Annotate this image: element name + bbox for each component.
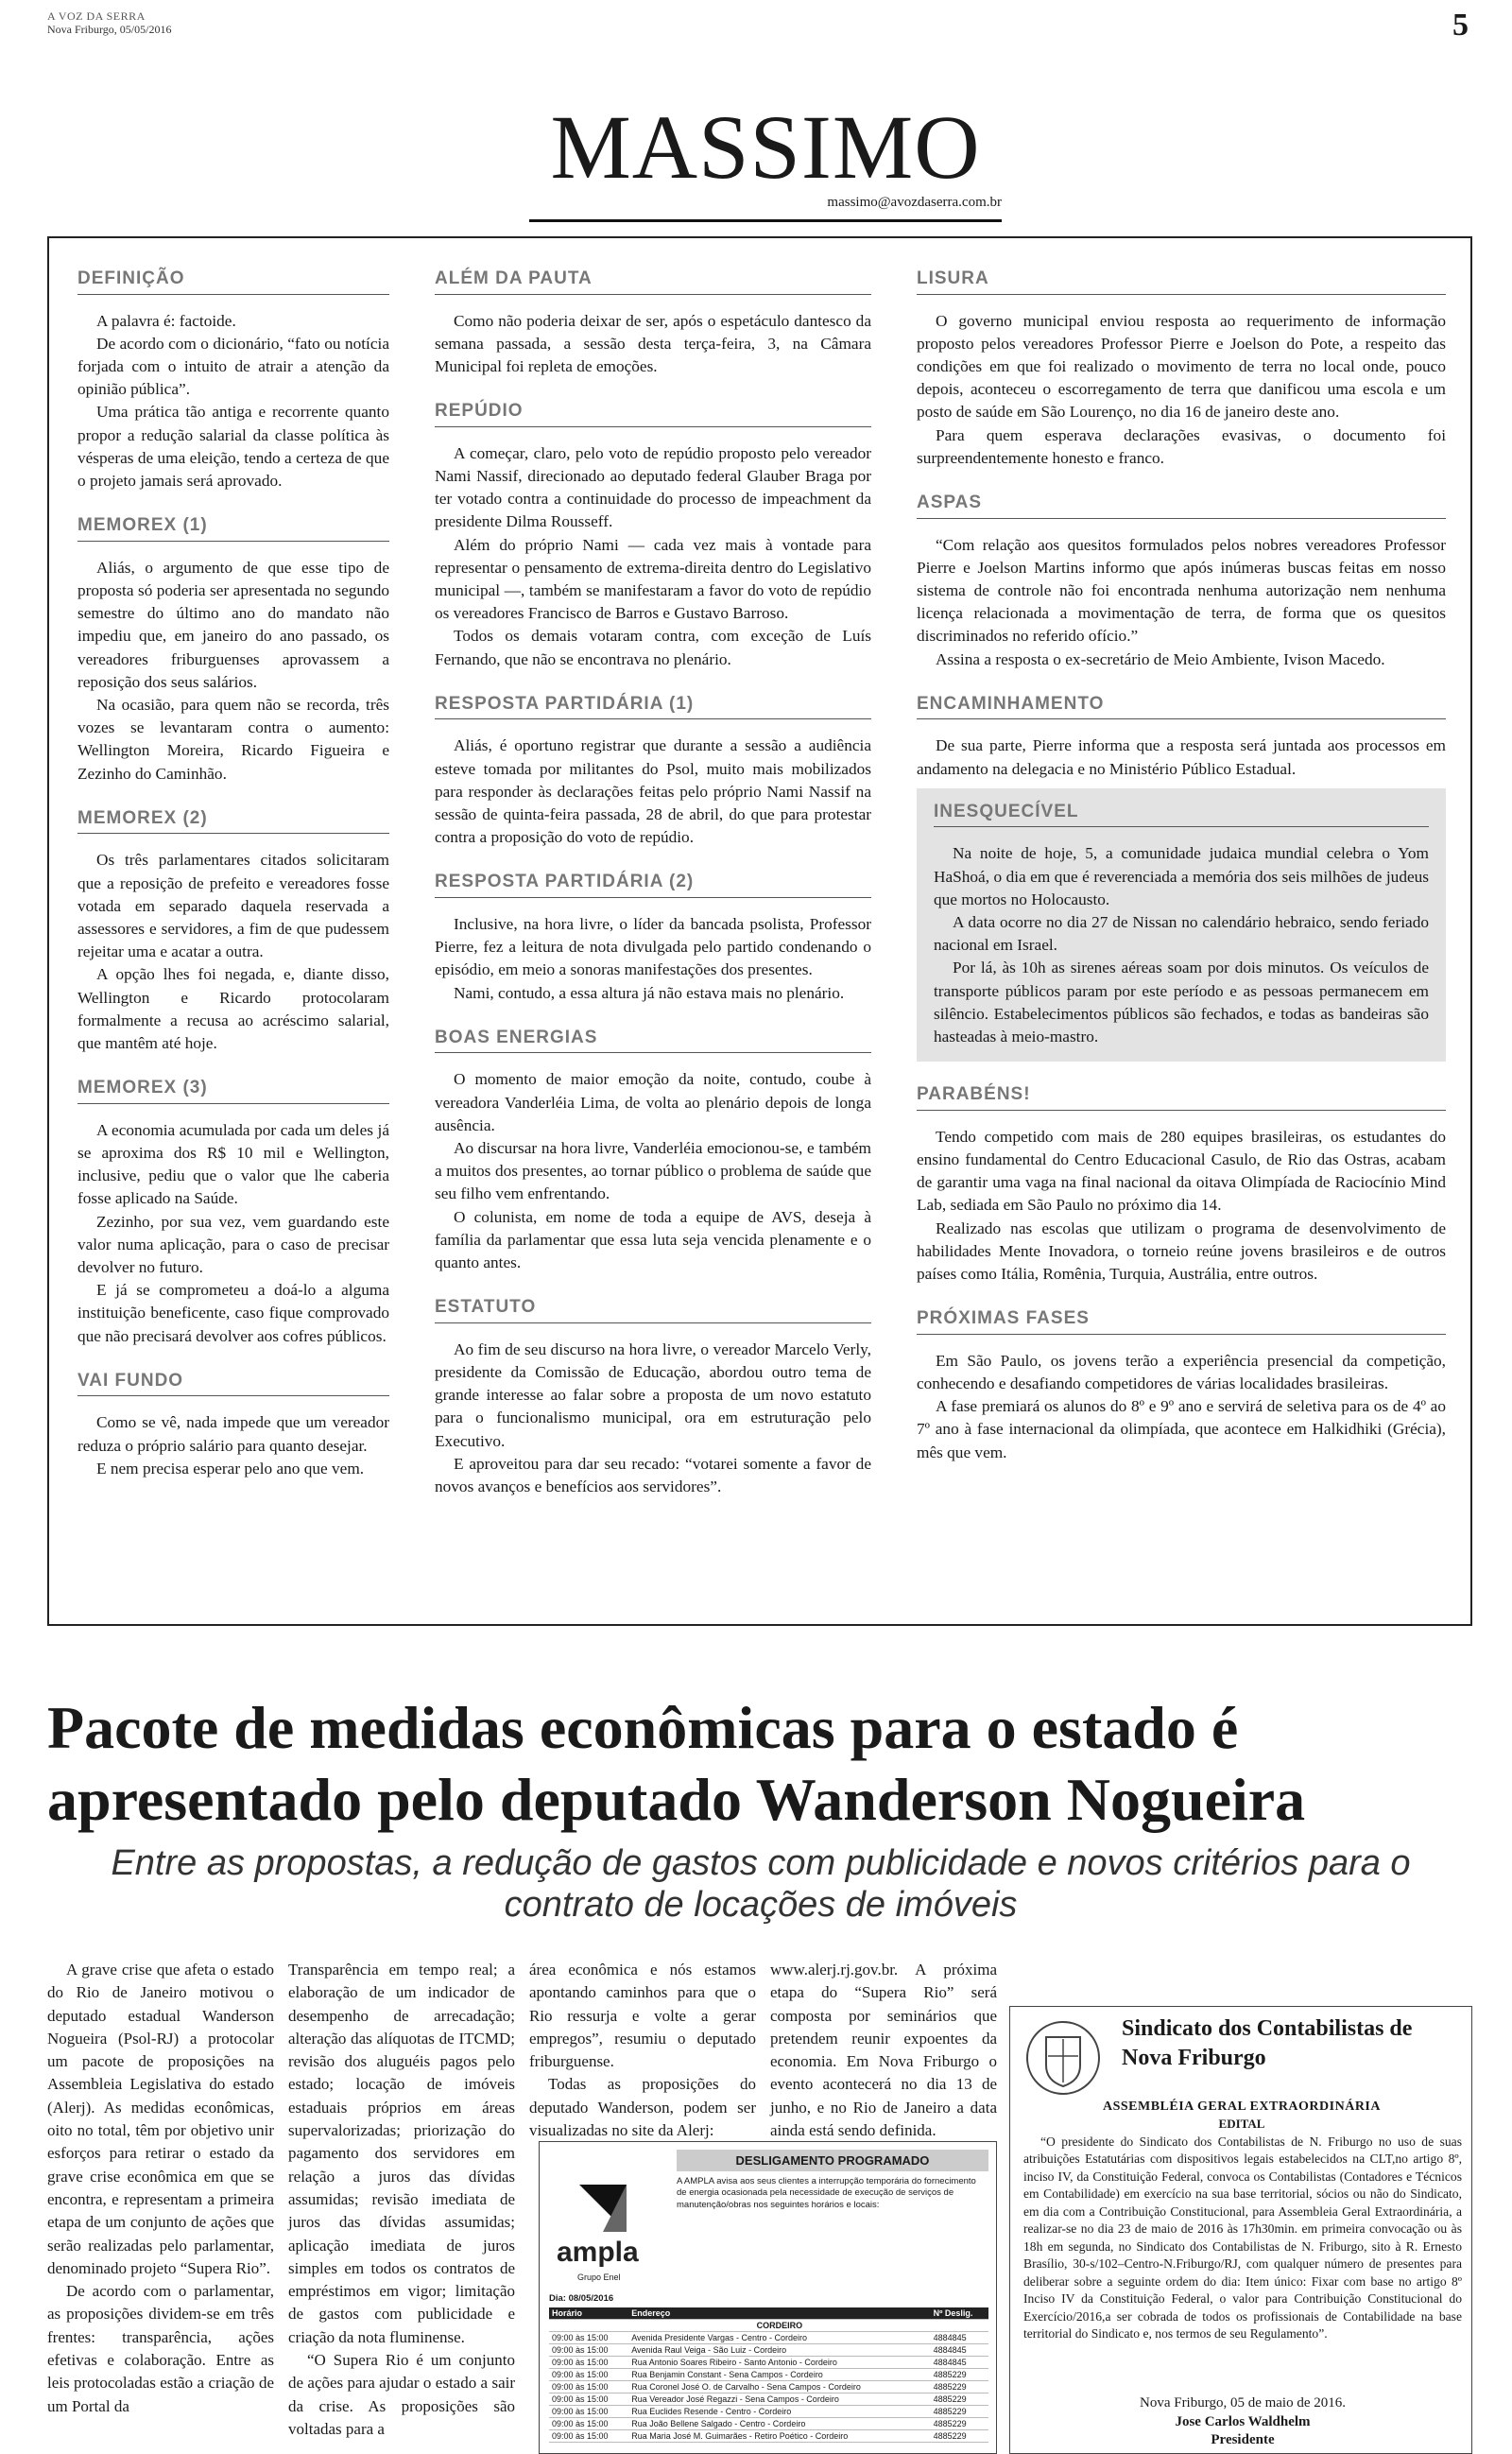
ad-title: DESLIGAMENTO PROGRAMADO (677, 2150, 988, 2171)
section-heading: ENCAMINHAMENTO (917, 692, 1446, 720)
column-3 (917, 267, 1446, 1464)
table-row (549, 2430, 988, 2443)
table-cell: 09:00 às 15:00 (549, 2406, 628, 2418)
paragraph: Ao fim de seu discurso na hora livre, o vereador Marcelo Verly, presidente da Comissão de Educação, abordou outro tema de grande interesse ao falar sobre a proposta de um novo estatuto para o funcionalismo municipal, ora em estruturação pelo Executivo. (435, 1339, 871, 1450)
table-cell: Rua Euclides Resende - Centro - Cordeiro (628, 2406, 930, 2418)
paragraph: O momento de maior emoção da noite, contudo, coube à vereadora Vanderléia Lima, de volta ao plenário depois de longa ausência. (435, 1070, 871, 1134)
article-column-2 (288, 1959, 515, 2441)
table-row (549, 2369, 988, 2381)
table-row (549, 2406, 988, 2418)
paragraph: área econômica e nós estamos apontando caminhos para que o Rio ressurja e volte a gerar empregos”, resumiu o deputado friburguense. (529, 1961, 756, 2071)
article-column-4 (770, 1959, 997, 2142)
table-row (549, 2381, 988, 2394)
table-cell: 09:00 às 15:00 (549, 2418, 628, 2430)
paragraph: Uma prática tão antiga e recorrente quanto propor a redução salarial da classe política às vésperas de uma eleição, tendo a certeza de que o projeto jamais será aprovado. (77, 403, 389, 491)
paragraph: Tendo competido com mais de 280 equipes brasileiras, os estudantes do ensino fundamental do Centro Educacional Casulo, de Rio das Ostras, acabam de garantir uma vaga na final nacional da oitava Olimpíada de Raciocínio Mind Lab, sediada em São Paulo no próximo dia 14. (917, 1127, 1446, 1215)
section-heading: ESTATUTO (435, 1295, 871, 1323)
column-1 (77, 267, 389, 1480)
paragraph: A começar, claro, pelo voto de repúdio proposto pelo vereador Nami Nassif, direcionado ao deputado federal Glauber Braga por ter votado contra a continuidade do processo de impeachment da presidente Dilma Rousseff. (435, 443, 871, 531)
paragraph: Aliás, é oportuno registrar que durante a sessão a audiência esteve tomada por militantes do Psol, muito mais mobilizados para responder às declarações feitas pelo próprio Nami Nassif na sessão de quinta-feira passada, 28 de abril, do que para protestar contra a proposição do voto de repúdio. (435, 736, 871, 847)
paragraph: Transparência em tempo real; a elaboração de um indicador de desempenho de arrecadação; alteração das alíquotas de ITCMD; revisão dos aluguéis pagos pelo estado; locação de imóveis estaduais próprios em áreas supervalorizadas; priorização do pagamento dos servidores em relação a juros das dívidas assumidas; revisão imediata de juros das dívidas assumidas; aplicação imediata de juros simples em todos os contratos de empréstimos em vigor; limitação de gastos com publicidade e criação da nota fluminense. (288, 1961, 515, 2346)
paragraph: Todos os demais votaram contra, com exceção de Luís Fernando, que não se encontrava no plenário. (435, 627, 871, 668)
page-number: 5 (1452, 8, 1469, 43)
sindicato-name: Sindicato dos Contabilistas de Nova Friburgo (1122, 2016, 1413, 2071)
paragraph: Como não poderia deixar de ser, após o espetáculo dantesco da semana passada, a sessão desta terça-feira, 3, na Câmara Municipal foi repleta de emoções. (435, 311, 871, 375)
edition-date: Nova Friburgo, 05/05/2016 (47, 23, 172, 36)
table-cell: 09:00 às 15:00 (549, 2369, 628, 2381)
paragraph: A palavra é: factoide. (96, 311, 236, 330)
section-heading: PARABÉNS! (917, 1082, 1446, 1111)
table-row (549, 2394, 988, 2406)
table-cell: 4884845 (931, 2344, 988, 2357)
ad-date: Dia: 08/05/2016 (549, 2293, 614, 2304)
paragraph: Na ocasião, para quem não se recorda, três vozes se levantaram contra o aumento: Wellington Moreira, Ricardo Figueira e Zezinho do Caminhão. (77, 696, 389, 783)
table-cell: 09:00 às 15:00 (549, 2394, 628, 2406)
outage-table (549, 2307, 988, 2443)
city-label: CORDEIRO (628, 2320, 930, 2332)
table-row (549, 2344, 988, 2357)
seal-icon (1023, 2018, 1103, 2098)
ampla-advertisement (539, 2141, 997, 2454)
table-cell: 4885229 (931, 2406, 988, 2418)
paragraph: A economia acumulada por cada um deles já se aproxima dos R$ 10 mil e Wellington, inclusive, pediu que o valor que lhe caberia fosse aplicado na Saúde. (77, 1120, 389, 1208)
notice-signature (1023, 2394, 1462, 2450)
table-cell: 09:00 às 15:00 (549, 2381, 628, 2394)
table-row (549, 2357, 988, 2369)
table-cell: 4885229 (931, 2418, 988, 2430)
signer-role: Presidente (1211, 2432, 1275, 2447)
paragraph: Para quem esperava declarações evasivas, o documento foi surpreendentemente honesto e franco. (917, 425, 1446, 467)
table-cell: 4885229 (931, 2394, 988, 2406)
section-heading: ASPAS (917, 491, 1446, 519)
paragraph: Aliás, o argumento de que esse tipo de proposta só poderia ser apresentada no segundo semestre do último ano do mandato não impediu que, em janeiro do ano passado, os vereadores friburguenses aprovassem a reposição dos seus salários. (77, 558, 389, 691)
table-cell: 4884845 (931, 2332, 988, 2344)
paragraph: Assina a resposta o ex-secretário de Meio Ambiente, Ivison Macedo. (936, 649, 1385, 668)
column-title: MASSIMO (550, 96, 981, 198)
sindicato-notice (1009, 2006, 1472, 2454)
paragraph: A data ocorre no dia 27 de Nissan no calendário hebraico, sendo feriado nacional em Israel. (934, 913, 1429, 955)
column-email[interactable]: massimo@avozdaserra.com.br (827, 195, 1002, 210)
section-heading: RESPOSTA PARTIDÁRIA (2) (435, 870, 871, 898)
highlight-box (917, 788, 1446, 1062)
paragraph: Em São Paulo, os jovens terão a experiência presencial da competição, conhecendo e desafiando competidores de várias localidades brasileiras. (917, 1351, 1446, 1393)
section-heading: MEMOREX (1) (77, 513, 389, 542)
table-cell: Rua Coronel José O. de Carvalho - Sena Campos - Cordeiro (628, 2381, 930, 2394)
paper-name: A VOZ DA SERRA (47, 9, 146, 23)
section-heading: DEFINIÇÃO (77, 267, 389, 295)
section-heading: PRÓXIMAS FASES (917, 1306, 1446, 1335)
paragraph: Realizado nas escolas que utilizam o programa de desenvolvimento de habilidades Mente Inovadora, o torneio reúne jovens brasileiros e de outros países como Itália, Romênia, Turquia, Austrália, entre outros. (917, 1218, 1446, 1284)
title-rule (529, 219, 1002, 222)
ampla-brand: ampla (557, 2237, 639, 2268)
table-cell: Rua Maria José M. Guimarães - Retiro Poético - Cordeiro (628, 2430, 930, 2443)
signer-name: Jose Carlos Waldhelm (1175, 2413, 1311, 2429)
paragraph: A grave crise que afeta o estado do Rio de Janeiro motivou o deputado estadual Wanderson Nogueira (Psol-RJ) a protocolar um pacote de proposições na Assembleia Legislativa do estado (Alerj). As medidas econômicas, oito no total, têm por objetivo unir esforços para retirar o estado da grave crise econômica em que se encontra, e representam a primeira etapa de um conjunto de ações que serão realizadas pelo parlamentar, denominado projeto “Supera Rio”. (47, 1961, 274, 2277)
table-cell: Avenida Presidente Vargas - Centro - Cordeiro (628, 2332, 930, 2344)
paragraph: Inclusive, na hora livre, o líder da bancada psolista, Professor Pierre, fez a leitura de nota divulgada pelo partido condenando o episódio, em meio a sonoras manifestações dos presentes. (435, 915, 871, 979)
paragraph: Além do próprio Nami — cada vez mais à vontade para representar o pensamento de extrema-direita dentro do Legislativo municipal —, também se manifestaram a favor do voto de repúdio os vereadores Francisco de Barros e Gustavo Barroso. (435, 535, 871, 623)
paragraph: De acordo com o parlamentar, as proposições dividem-se em três frentes: transparência, ações efetivas e colaboração. Entre as leis protocoladas estão a criação de um Portal da (47, 2282, 274, 2415)
paragraph: “Com relação aos quesitos formulados pelos nobres vereadores Professor Pierre e Joelson Martins informo que após inúmeras buscas feitas em nosso sistema de controle não foi encontrada nenhuma autorização nem nenhuma licença relacionada a movimentação de terra, de forma que os quesitos discriminados no referido ofício.” (917, 535, 1446, 646)
table-header: Horário (549, 2307, 628, 2320)
notice-body: “O presidente do Sindicato dos Contabilistas de N. Friburgo no uso de suas atribuições Estatutárias com dispositivos legais estabelecidos na CLT,no artigo 8º, inciso IV, da Constituição Federal, convoca os Contabilistas (Contadores e Técnicos em Contabilidade) em exercício na sua base territorial, sócios ou não do Sindicato, em dia com a Contribuição Constitucional, para Assembleia Geral Extraordinária, a realizar-se no dia 23 de maio de 2016 às 17h30min. em primeira convocação ou às 18h em segunda, no Sindicato dos Contabilistas de N. Friburgo, sito à R. Ernesto Brasílio, 30-s/102–Centro-N.Friburgo/RJ, com qualquer número de presentes para deliberar sobre a seguinte ordem do dia: Item único: Fixar com base no artigo 8º Inciso IV da Constituição Federal, o valor para Contribuição Constitucional do Exercício/2016,a ser cobrada de todos os profissionais de Contabilidade na base territorial do Sindicato e, nos termos de seu Regulamento”. (1023, 2134, 1462, 2342)
section-heading: MEMOREX (3) (77, 1076, 389, 1104)
table-cell: Avenida Raul Veiga - São Luiz - Cordeiro (628, 2344, 930, 2357)
notice-label: EDITAL (1218, 2117, 1265, 2131)
paragraph: Como se vê, nada impede que um vereador reduza o próprio salário para quanto desejar. (77, 1413, 389, 1455)
paragraph: Nami, contudo, a essa altura já não estava mais no plenário. (454, 983, 845, 1002)
paragraph: De sua parte, Pierre informa que a resposta será juntada aos processos em andamento na delegacia e no Ministério Público Estadual. (917, 736, 1446, 778)
article-deck: Entre as propostas, a redução de gastos com publicidade e novos critérios para o contrato de locações de imóveis (111, 1843, 1411, 1925)
paragraph: “O Supera Rio é um conjunto de ações para ajudar o estado a sair da crise. As proposições são voltadas para a (288, 2351, 515, 2438)
section-heading: BOAS ENERGIAS (435, 1026, 871, 1054)
paragraph: O governo municipal enviou resposta ao requerimento de informação proposto pelos vereadores Professor Pierre e Joelson do Pote, a respeito das condições em que foi realizado o movimento de terra no local onde, pouco depois, aconteceu o escorregamento de terra que danificou uma escola e um posto de saúde em São Lourenço, no dia 16 de janeiro deste ano. (917, 311, 1446, 422)
paragraph: Todas as proposições do deputado Wanderson, podem ser visualizadas no site da Alerj: (529, 2075, 756, 2140)
table-row (549, 2418, 988, 2430)
paragraph: E aproveitou para dar seu recado: “votarei somente a favor de novos avanços e benefícios aos servidores”. (435, 1454, 871, 1496)
table-cell: 4885229 (931, 2381, 988, 2394)
ad-text: A AMPLA avisa aos seus clientes a interrupção temporária do fornecimento de energia ocasionada pela necessidade de execução de serviços de manutenção/obras nos seguintes horários e locais: (677, 2176, 976, 2210)
table-cell: 09:00 às 15:00 (549, 2357, 628, 2369)
table-cell: Rua Vereador José Regazzi - Sena Campos - Cordeiro (628, 2394, 930, 2406)
paragraph: E nem precisa esperar pelo ano que vem. (96, 1459, 365, 1478)
article-headline: Pacote de medidas econômicas para o estado é apresentado pelo deputado Wanderson Nogueira (47, 1694, 1306, 1833)
paragraph: Ao discursar na hora livre, Vanderléia emocionou-se, e também a muitos dos presentes, ao tornar público o problema de saúde que seu filho vem enfrentando. (435, 1139, 871, 1203)
table-cell: 4885229 (931, 2369, 988, 2381)
ampla-group: Grupo Enel (577, 2273, 621, 2282)
section-heading: INESQUECÍVEL (934, 800, 1429, 828)
table-cell: 09:00 às 15:00 (549, 2332, 628, 2344)
section-heading: MEMOREX (2) (77, 806, 389, 835)
paragraph: E já se comprometeu a doá-lo a alguma instituição beneficente, caso fique comprovado que não precisará devolver aos cofres públicos. (77, 1281, 389, 1345)
table-cell: Rua João Bellene Salgado - Centro - Cordeiro (628, 2418, 930, 2430)
table-cell: Rua Benjamin Constant - Sena Campos - Cordeiro (628, 2369, 930, 2381)
article-column-1 (47, 1959, 274, 2418)
table-header: Endereço (628, 2307, 930, 2320)
section-heading: RESPOSTA PARTIDÁRIA (1) (435, 692, 871, 720)
section-heading: REPÚDIO (435, 399, 871, 427)
paragraph: O colunista, em nome de toda a equipe de AVS, deseja à família da parlamentar que essa luta seja vencida plenamente e o quanto antes. (435, 1207, 871, 1272)
table-cell: 4885229 (931, 2430, 988, 2443)
notice-date: Nova Friburgo, 05 de maio de 2016. (1139, 2395, 1347, 2411)
table-row (549, 2332, 988, 2344)
section-heading: VAI FUNDO (77, 1369, 389, 1397)
paragraph: www.alerj.rj.gov.br. A próxima etapa do “Supera Rio” será composta por seminários que pretendem reunir expoentes da economia. Em Nova Friburgo o evento acontecerá no dia 13 de junho, e no Rio de Janeiro a data ainda está sendo definida. (770, 1961, 997, 2140)
column-2 (435, 267, 871, 1498)
section-heading: ALÉM DA PAUTA (435, 267, 871, 295)
table-header: Nº Deslig. (931, 2307, 988, 2320)
paragraph: Zezinho, por sua vez, vem guardando este valor numa aplicação, para o caso de precisar devolver no futuro. (77, 1212, 389, 1277)
notice-subtitle: ASSEMBLÉIA GERAL EXTRAORDINÁRIA (1102, 2100, 1381, 2114)
paragraph: Na noite de hoje, 5, a comunidade judaica mundial celebra o Yom HaShoá, o dia em que é reverenciada a memória dos seis milhões de judeus que mortos no Holocausto. (934, 844, 1429, 908)
article-column-3 (529, 1959, 756, 2142)
section-heading: LISURA (917, 267, 1446, 295)
paragraph: Os três parlamentares citados solicitaram que a reposição de prefeito e vereadores fosse votada em separado daquela reservada a assessores e servidores, a fim de que pudessem rejeitar uma e acatar a outra. (77, 851, 389, 961)
table-cell: 4884845 (931, 2357, 988, 2369)
paragraph: A fase premiará os alunos do 8º e 9º ano e servirá de seletiva para os de 4º ao 7º ano à fase internacional da olimpíada, que acontece em Halkidhiki (Grécia), mês que vem. (917, 1397, 1446, 1461)
paragraph: A opção lhes foi negada, e, diante disso, Wellington e Ricardo protocolaram formalmente a recusa ao acréscimo salarial, que mantêm até hoje. (77, 965, 389, 1053)
table-cell: 09:00 às 15:00 (549, 2344, 628, 2357)
table-cell: 09:00 às 15:00 (549, 2430, 628, 2443)
paragraph: Por lá, às 10h as sirenes aéreas soam por dois minutos. Os veículos de transporte públicos param por este período e as pessoas permanecem em silêncio. Estabelecimentos públicos são fechados, e todas as bandeiras são hasteadas à meio-mastro. (934, 959, 1429, 1046)
paragraph: De acordo com o dicionário, “fato ou notícia forjada com o intuito de atrair a atenção da opinião pública”. (77, 334, 389, 399)
table-cell: Rua Antonio Soares Ribeiro - Santo Antonio - Cordeiro (628, 2357, 930, 2369)
